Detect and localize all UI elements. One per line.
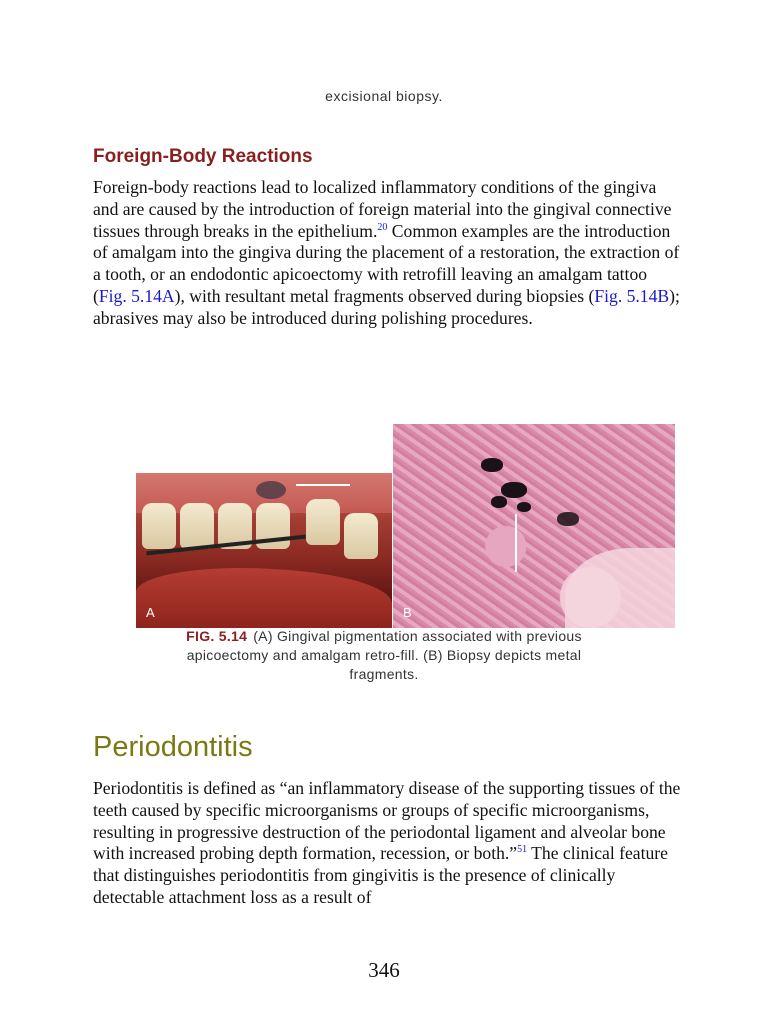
arrow-icon [296,484,350,486]
panel-label-a: A [146,605,155,620]
paragraph-text: Common examples are the introduction of amalgam into the gingiva during the placement of a restoration, the extraction of a tooth, or an endodontic apicoectomy with retrofill leaving an amalgam tattoo ( [93,220,680,306]
page-number: 346 [368,958,400,982]
tooth [344,513,378,559]
reference-link[interactable]: 20 [377,221,388,233]
continued-text: excisional biopsy. [325,88,443,104]
figure-link-5-14a[interactable]: Fig. 5.14A [98,285,175,306]
figure-number: FIG. 5.14 [186,628,248,644]
section-heading-periodontitis: Periodontitis [93,731,253,763]
tooth [142,503,176,549]
metal-fragment [557,512,579,526]
section-heading-foreign-body: Foreign-Body Reactions [93,146,313,167]
clinical-photo-image [136,473,392,628]
metal-fragment [517,502,531,512]
reference-link[interactable]: 51 [517,844,528,856]
tissue-region [565,548,675,628]
figure-link-5-14b[interactable]: Fig. 5.14B [594,285,670,306]
arrow-icon [515,514,517,572]
paragraph-text: ), with resultant metal fragments observed during biopsies ( [174,285,595,306]
metal-fragment [491,496,507,508]
foreign-body-paragraph [93,177,683,330]
tooth [306,499,340,545]
metal-fragment [501,482,527,498]
panel-label-b: B [403,605,412,620]
paragraph-text: ); abrasives may also be introduced during polishing procedures. [93,285,680,328]
paragraph-text: The clinical feature that distinguishes periodontitis from gingivitis is the presence of clinically detectable attachment loss as a result of [93,843,668,907]
histology-image [393,424,675,628]
periodontitis-paragraph [93,778,683,909]
caption-text: (A) Gingival pigmentation associated with previous apicoectomy and amalgam retro-fill. (B) Biopsy depicts metal fragments. [186,628,582,682]
figure-caption [160,627,608,684]
pigmentation-area [256,481,286,499]
paragraph-text: Foreign-body reactions lead to localized inflammatory conditions of the gingiva and are caused by the introduction of foreign material into the gingival connective tissues through breaks in the epithelium. [93,177,672,241]
lip-region [136,568,392,628]
metal-fragment [481,458,503,472]
paragraph-text: Periodontitis is defined as “an inflammatory disease of the supporting tissues of the teeth caused by specific microorganisms or groups of specific microorganisms, resulting in progressive destruction of the periodontal ligament and alveolar bone with increased probing depth formation, recession, or both.” [93,778,681,864]
tooth [180,503,214,549]
